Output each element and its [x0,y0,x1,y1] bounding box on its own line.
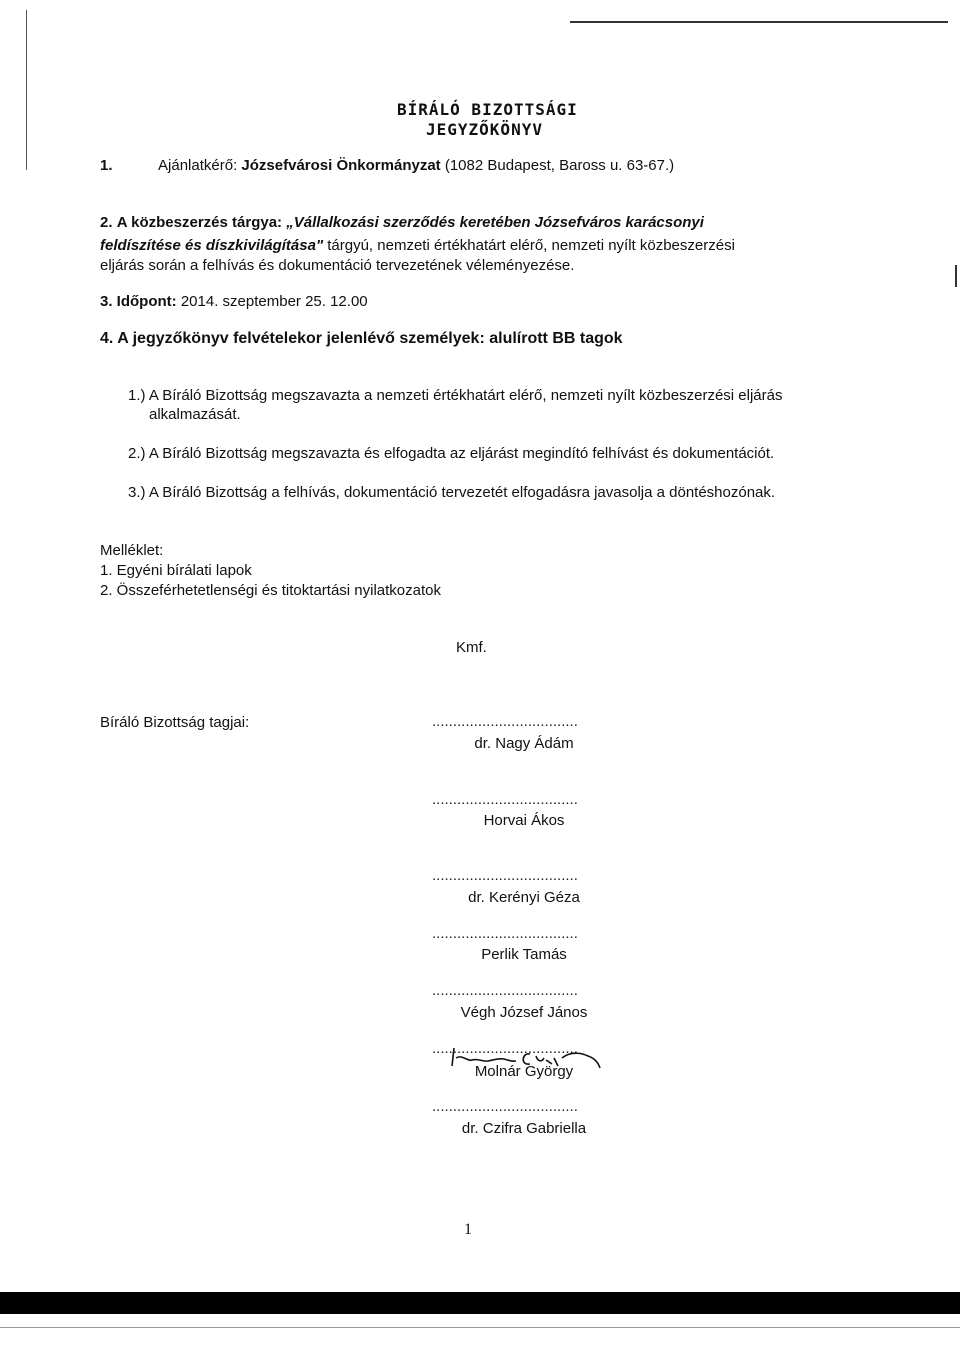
signature-line: ................................... [432,925,578,942]
item4-attendees: 4. A jegyzőkönyv felvételekor jelenlévő személyek: alulírott BB tagok [100,330,623,347]
member-name: dr. Nagy Ádám [474,735,574,752]
item2-line2 [100,236,735,255]
item2-subject-part2: feldíszítése és díszkivilágítása" [100,237,324,254]
member-name: Horvai Ákos [483,812,565,829]
footer-bar [0,1292,960,1314]
item3-value: 2014. szeptember 25. 12.00 [180,293,368,310]
signature-line: ................................... [432,1098,578,1115]
member-name: dr. Kerényi Géza [468,889,580,906]
member-name: Perlik Tamás [481,946,567,963]
attachment-item-2: 2. Összeférhetetlenségi és titoktartási nyilatkozatok [100,582,442,599]
scan-border-line [570,21,948,23]
item3 [100,292,368,311]
scan-border-line [26,10,27,170]
item2-subject-part1: „Vállalkozási szerződés keretében Józsefváros karácsonyi [286,214,704,231]
item1-value: Józsefvárosi Önkormányzat [241,157,441,174]
signature-line: ................................... [432,867,578,884]
committee-label: Bíráló Bizottság tagjai: [100,714,250,731]
decision-1-line1: 1.) A Bíráló Bizottság megszavazta a nemzeti értékhatárt elérő, nemzeti nyílt közbeszerzési eljárás [128,387,783,404]
member-name: Molnár György [474,1063,574,1080]
attachment-item-1: 1. Egyéni bírálati lapok [100,562,252,579]
decision-3: 3.) A Bíráló Bizottság a felhívás, dokumentáció tervezetét elfogadásra javasolja a döntéshozónak. [128,484,776,501]
item1-address: (1082 Budapest, Baross u. 63-67.) [444,157,675,174]
kmf-label: Kmf. [456,639,487,656]
item3-label: 3. Időpont: [100,293,177,310]
item1-number: 1. [100,157,113,174]
attachments-label: Melléklet: [100,542,164,559]
item2-rest-line2: eljárás során a felhívás és dokumentáció tervezetének véleményezése. [100,257,575,274]
item2-rest-line1: tárgyú, nemzeti értékhatárt elérő, nemzeti nyílt közbeszerzési [327,237,735,254]
document-title-line1: BÍRÁLÓ BIZOTTSÁGI [397,100,578,119]
item2-line1 [100,213,704,232]
decision-2: 2.) A Bíráló Bizottság megszavazta és elfogadta az eljárást megindító felhívást és dokumentációt. [128,445,775,462]
member-name: Végh József János [460,1004,588,1021]
member-name: dr. Czifra Gabriella [461,1120,587,1137]
item1-label: Ajánlatkérő: [158,157,238,174]
page-number: 1 [464,1221,472,1238]
document-title-line2: JEGYZŐKÖNYV [426,120,543,139]
item2-number: 2. [100,214,113,231]
item1 [100,156,674,175]
signature-line: ................................... [432,982,578,999]
signature-line: ................................... [432,791,578,808]
decision-1-line2: alkalmazását. [149,406,241,423]
item2-label: A közbeszerzés tárgya: [116,214,283,231]
footer-rule [0,1327,960,1328]
scan-border-line [955,265,957,287]
signature-line: ................................... [432,1040,578,1057]
signature-line: ................................... [432,713,578,730]
